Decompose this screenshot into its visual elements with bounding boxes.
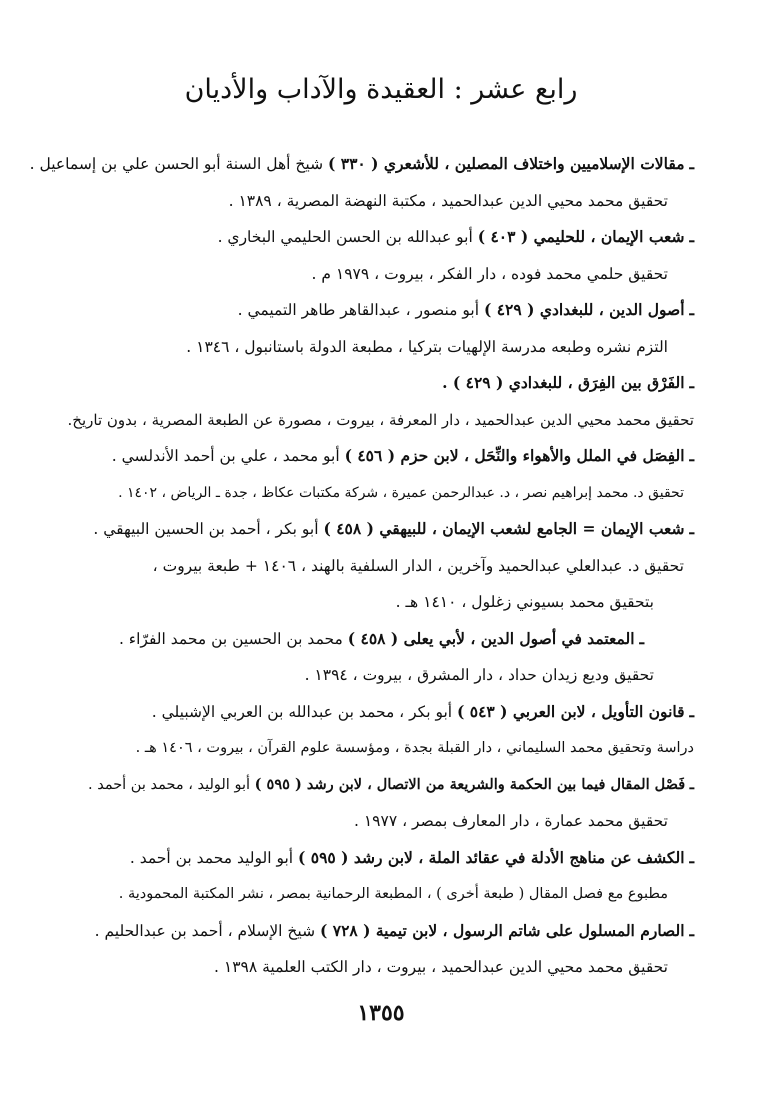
entry-9-details: تحقيق محمد عمارة ، دار المعارف بمصر ، ١٩٧٧ . xyxy=(353,812,668,830)
entry-7-details: تحقيق وديع زيدان حداد ، دار المشرق ، بيروت ، ١٣٩٤ . xyxy=(304,666,654,684)
entry-1-book: مقالات الإسلاميين واختلاف المصلين ، للأشعري ( ٣٣٠ ) xyxy=(328,154,685,173)
entry-6-book: شعب الإيمان = الجامع لشعب الإيمان ، للبيهقي ( ٤٥٨ ) xyxy=(323,519,685,538)
entry-dash: ـ xyxy=(689,701,694,721)
entry-10-heading xyxy=(74,840,694,877)
entry-9-author: أبو الوليد ، محمد بن أحمد . xyxy=(87,776,251,793)
entry-7-heading xyxy=(74,621,694,658)
entry-1-details: تحقيق محمد محيي الدين عبدالحميد ، مكتبة النهضة المصرية ، ١٣٨٩ . xyxy=(228,191,668,210)
entry-5-details: تحقيق د. محمد إبراهيم نصر ، د. عبدالرحمن عميرة ، شركة مكتبات عكاظ ، جدة ـ الرياض ، ١٤٠٢ . xyxy=(118,484,684,501)
entry-9-book: فَصْل المقال فيما بين الحكمة والشريعة من الاتصال ، لابن رشد ( ٥٩٥ ) xyxy=(254,775,686,793)
entry-8-heading xyxy=(74,694,694,731)
entry-dash: ـ xyxy=(689,154,694,173)
section-title: رابع عشر : العقيدة والآداب والأديان xyxy=(184,74,578,105)
entry-9-heading xyxy=(74,767,694,804)
entry-7-author: محمد بن الحسين بن محمد الفرّاء . xyxy=(118,629,343,648)
entry-3-book: أصول الدين ، للبغدادي ( ٤٢٩ ) xyxy=(483,300,685,319)
entry-10-author: أبو الوليد محمد بن أحمد . xyxy=(129,848,294,867)
entry-6-details-1: تحقيق د. عبدالعلي عبدالحميد وآخرين ، الدار السلفية بالهند ، ١٤٠٦ + طبعة بيروت ، xyxy=(152,556,684,575)
entry-11-book: الصارم المسلول على شاتم الرسول ، لابن تيمية ( ٧٢٨ ) xyxy=(320,920,685,940)
entry-dash: ـ xyxy=(689,920,694,940)
entry-dash: ـ xyxy=(689,775,694,793)
entry-4-book: الفَرْق بين الفِرَق ، للبغدادي ( ٤٢٩ ) . xyxy=(442,373,685,392)
entry-4-details: تحقيق محمد محيي الدين عبدالحميد ، دار المعرفة ، بيروت ، مصورة عن الطبعة المصرية ، بدون تاريخ. xyxy=(67,410,694,429)
entry-dash: ـ xyxy=(689,373,694,392)
entry-10-book: الكشف عن مناهج الأدلة في عقائد الملة ، لابن رشد ( ٥٩٥ ) xyxy=(298,847,685,867)
page-number: ١٣٥٥ xyxy=(357,1000,405,1026)
entry-1-heading xyxy=(29,146,694,183)
entry-dash: ـ xyxy=(689,227,694,246)
entry-2-details: تحقيق حلمي محمد فوده ، دار الفكر ، بيروت ، ١٩٧٩ م . xyxy=(311,264,668,283)
entry-4-heading xyxy=(74,365,694,402)
entry-dash: ـ xyxy=(689,446,694,465)
entry-8-book: قانون التأويل ، لابن العربي ( ٥٤٣ ) xyxy=(457,701,685,721)
entry-3-author: أبو منصور ، عبدالقاهر طاهر التميمي . xyxy=(237,301,480,319)
entry-8-author: أبو بكر ، محمد بن عبدالله بن العربي الإشبيلي . xyxy=(151,702,453,721)
entry-1-author: شيخ أهل السنة أبو الحسن علي بن إسماعيل . xyxy=(29,155,324,173)
entry-3-details: التزم نشره وطبعه مدرسة الإلهيات بتركيا ، مطبعة الدولة باستانبول ، ١٣٤٦ . xyxy=(186,337,668,356)
entry-11-heading xyxy=(74,913,694,950)
entry-2-author: أبو عبدالله بن الحسن الحليمي البخاري . xyxy=(217,228,473,246)
entry-11-author: شيخ الإسلام ، أحمد بن عبدالحليم . xyxy=(94,921,316,940)
entry-6-author: أبو بكر ، أحمد بن الحسين البيهقي . xyxy=(93,520,319,538)
entry-3-heading xyxy=(74,292,694,329)
entry-dash: ـ xyxy=(689,300,694,319)
entry-7-book: المعتمد في أصول الدين ، لأبي يعلى ( ٤٥٨ ) xyxy=(347,628,635,648)
entry-2-heading xyxy=(74,219,694,256)
entry-11-details: تحقيق محمد محيي الدين عبدالحميد ، بيروت ، دار الكتب العلمية ١٣٩٨ . xyxy=(214,958,668,976)
entry-8-details: دراسة وتحقيق محمد السليماني ، دار القبلة بجدة ، ومؤسسة علوم القرآن ، بيروت ، ١٤٠٦ هـ . xyxy=(135,740,694,756)
entry-6-details-2: بتحقيق محمد بسيوني زغلول ، ١٤١٠ هـ . xyxy=(395,593,654,611)
entry-5-author: أبو محمد ، علي بن أحمد الأندلسي . xyxy=(111,447,340,465)
entry-dash: ـ xyxy=(639,628,644,648)
entry-5-heading xyxy=(74,438,694,475)
entry-6-heading xyxy=(74,511,694,548)
bibliography-list xyxy=(29,146,694,986)
entry-dash: ـ xyxy=(689,847,694,867)
entry-5-book: الفِصَل في الملل والأهواء والنِّحَل ، لابن حزم ( ٤٥٦ ) xyxy=(344,446,685,465)
entry-10-details: مطبوع مع فصل المقال ( طبعة أخرى ) ، المطبعة الرحمانية بمصر ، نشر المكتبة المحمودية . xyxy=(118,886,668,902)
entry-dash: ـ xyxy=(689,519,694,538)
entry-2-book: شعب الإيمان ، للحليمي ( ٤٠٣ ) xyxy=(477,227,685,246)
